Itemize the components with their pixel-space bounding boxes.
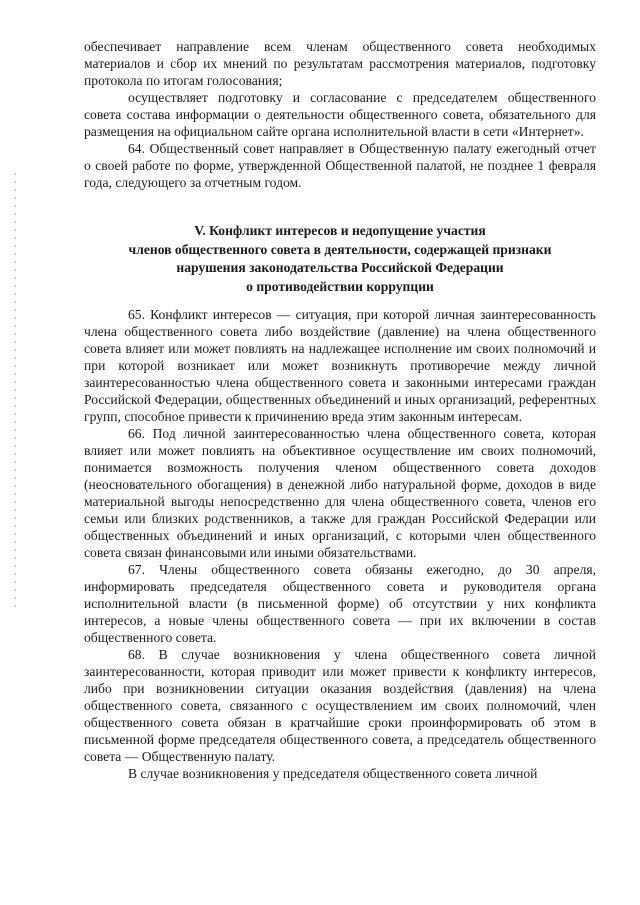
section-heading-line-3: нарушения законодательства Российской Федерации [176,260,504,275]
paragraph-chairman-case: В случае возникновения у председателя общественного совета личной [128,766,538,781]
section-heading [84,222,596,296]
body-text-block [84,306,596,782]
paragraph-68: 68. В случае возникновения у члена общественного совета личной заинтересованности, которая приводит или может привести к конфликту интересов, либо при возникновении ситуации оказания воздействия (давления) на члена общественного совета, связанного с осуществлением им своих полномочий, член общественного совета обязан в кратчайшие сроки проинформировать об этом в письменной форме председателя общественного совета, а председатель общественного совета — Общественную палату. [84,647,596,764]
top-text-block [84,38,596,191]
paragraph-67: 67. Члены общественного совета обязаны ежегодно, до 30 апреля, информировать председателя общественного совета и руководителя органа исполнительной власти (в письменной форме) об отсутствии у них конфликта интересов, а новые члены общественного совета — при их включении в состав общественного совета. [84,562,596,645]
section-heading-line-4: о противодействии коррупции [246,278,434,294]
paragraph-continuation: обеспечивает направление всем членам общественного совета необходимых материалов и сбор их мнений по результатам рассмотрения материалов, подготовку протокола по итогам голосования; [84,39,596,88]
paragraph-64: 64. Общественный совет направляет в Общественную палату ежегодный отчет о своей работе по форме, утвержденной Общественной палатой, не позднее 1 февраля года, следующего за отчетным годом. [84,141,596,190]
section-heading-line-2: членов общественного совета в деятельности, содержащей признаки [128,241,552,257]
paragraph-prepare-information: осуществляет подготовку и согласование с председателем общественного совета состава информации о деятельности общественного совета, обязательного для размещения на официальном сайте органа исполнительной власти в сети «Интернет». [84,90,596,139]
binding-margin-dots [14,170,16,610]
section-heading-line-1: V. Конфликт интересов и недопущение участия [194,223,486,238]
paragraph-66: 66. Под личной заинтересованностью члена общественного совета, которая влияет или может повлиять на объективное осуществление им своих полномочий, понимается возможность получения членом общественного совета доходов (неосновательного обогащения) в денежной либо натуральной форме, доходов в виде материальной выгоды непосредственно для члена общественного совета, членов его семьи или близких родственников, а также для граждан Российской Федерации или общественных объединений и иных организаций, с которыми член общественного совета связан финансовыми или иными обязательствами. [84,426,596,560]
paragraph-65: 65. Конфликт интересов — ситуация, при которой личная заинтересованность члена общественного совета либо воздействие (давление) на члена общественного совета влияет или может повлиять на надлежащее исполнение им своих полномочий и при которой возникает или может возникнуть противоречие между личной заинтересованностью члена общественного совета и законными интересами граждан Российской Федерации, общественных объединений и иных организаций, референтных групп, способное привести к причинению вреда этим законным интересам. [84,307,596,424]
